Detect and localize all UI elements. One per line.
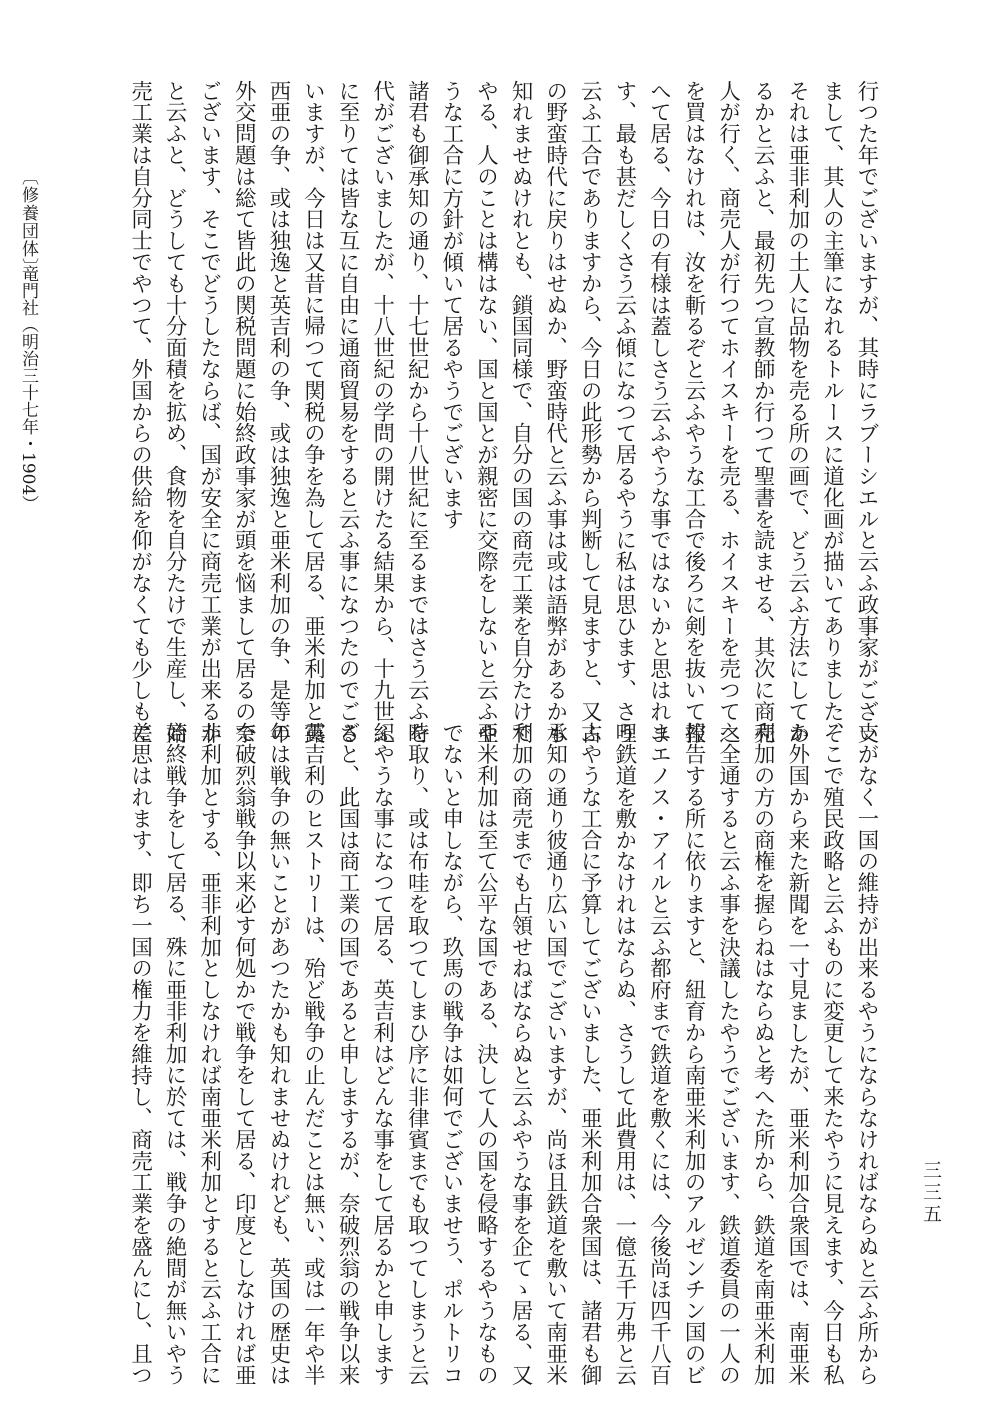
text-line: ユエノス・アイルと云ふ都府まで鉄道を敷くには、今後尚ほ四千八百: [646, 722, 672, 1386]
text-line: 知れませぬけれとも、鎖国同様で、自分の国の商売工業を自分たけで: [508, 80, 534, 744]
footer-series: 〔修養団体〕: [18, 168, 38, 276]
text-line: 利加の商売までも占領せねばならぬと云ふやうな事を企てゝ居る、又: [508, 722, 534, 1386]
upper-text-block: [122, 80, 883, 744]
text-line: 行つた年でございますが、其時にラブーシエルと云ふ政事家がござい: [854, 80, 879, 744]
text-line: 利加の方の商権を握らねはならぬと考へた所から、鉄道を南亜米利加: [750, 722, 776, 1386]
text-line: 売工業は自分同士でやつて、外国からの供給を仰がなくても少しも差: [127, 80, 153, 744]
lower-text-block: [122, 722, 883, 1386]
text-line: す、最も甚だしくさう云ふ傾になつて居るやうに私は思ひます、さう: [611, 80, 637, 744]
text-line: やる、人のことは構はない、国と国とが親密に交際をしないと云ふや: [473, 80, 499, 744]
text-line: 奈破烈翁戦争以来必す何処かで戦争をして居る、印度としなければ亜: [231, 722, 257, 1386]
text-line: 代がございましたが、十八世紀の学問の開けたる結果から、十九世紀: [369, 80, 395, 744]
text-line: そこで殖民政略と云ふものに変更して来たやうに見えます、今日も私: [819, 722, 845, 1386]
text-line: を取り、或は布哇を取つてしまひ序に非律賓までも取つてしまうと云: [404, 722, 430, 1386]
text-line: ふやうな工合に予算してございました、亜米利加合衆国は、諸君も御: [577, 722, 603, 1386]
text-line: ると、此国は商工業の国であると申しまするが、奈破烈翁の戦争以来: [335, 722, 361, 1386]
text-line: 英吉利のヒストリーは、殆ど戦争の止んだことは無い、或は一年や半: [300, 722, 326, 1386]
text-line: 諸君も御承知の通り、十七世紀から十八世紀に至るまではさう云ふ時: [404, 80, 430, 744]
text-line: 非利加とする、亜非利加としなければ南亜米利加とすると云ふ工合に: [196, 722, 222, 1386]
text-line: いますが、今日は又昔に帰つて関税の争を為して居る、亜米利加と露: [300, 80, 326, 744]
text-line: るかと云ふと、最初先つ宣教師か行つて聖書を読ませる、其次に商売: [750, 80, 776, 744]
text-line: 年は戦争の無いことがあつたかも知れませぬけれども、英国の歴史は: [265, 722, 291, 1386]
text-line: 云ふ工合でありますから、今日の此形勢から判断して見ますと、又古: [577, 80, 603, 744]
text-line: でないと申しながら、玖馬の戦争は如何でございませう、ポルトリコ: [438, 722, 464, 1386]
text-line: 哩鉄道を敷かなけれはならぬ、さうして此費用は、一億五千万弗と云: [611, 722, 637, 1386]
text-line: に思はれます、即ち一国の権力を維持し、商売工業を盛んにし、且つ: [127, 722, 153, 1386]
text-line: 始終戦争をして居る、殊に亜非利加に於ては、戦争の絶間が無いやう: [162, 722, 188, 1386]
text-line: 人が行く、商売人が行つてホイスキーを売る、ホイスキーを売つて之: [715, 80, 741, 744]
text-line: ございます、そこでどうしたならば、国が安全に商売工業が出来るか: [196, 80, 222, 744]
text-line: ふやうな事になつて居る、英吉利はどんな事をして居るかと申します: [369, 722, 395, 1386]
text-line: 承知の通り彼通り広い国でございますが、尚ほ且鉄道を敷いて南亜米: [542, 722, 568, 1386]
text-line: 西亜の争、或は独逸と英吉利の争、或は独逸と亜米利加の争、是等の: [265, 80, 291, 744]
text-line: と云ふと、どうしても十分面積を拡め、食物を自分たけで生産し、商: [162, 80, 188, 744]
footer-publisher: 竜門社（明治三十七年・1904）: [18, 265, 38, 513]
text-line: まして、其人の主筆になれるトルースに道化画が描いてありました、: [819, 80, 845, 744]
text-line: に至りては皆な互に自由に通商貿易をすると云ふ事になつたのでござ: [335, 80, 361, 744]
text-line: を買はなけれは、汝を斬るぞと云ふやうな工合で後ろに剣を抜いて控: [681, 80, 707, 744]
text-line: か外国から来た新聞を一寸見ましたが、亜米利加合衆国では、南亜米: [784, 722, 810, 1386]
text-line: うな工合に方針が傾いて居るやうでございます: [438, 80, 464, 530]
text-line: それは亜非利加の土人に品物を売る所の画で、どう云ふ方法にしてあ: [784, 80, 810, 744]
text-line: 亜米利加は至て公平な国である、決して人の国を侵略するやうなもの: [473, 722, 499, 1386]
text-line: の野蛮時代に戻りはせぬか、野蛮時代と云ふ事は或は語弊があるかも: [542, 80, 568, 744]
text-line: 外交問題は総て皆此の関税問題に始終政事家が頭を悩まして居るので: [231, 80, 257, 744]
text-line: へ全通すると云ふ事を決議したやうでございます、鉄道委員の一人の: [715, 722, 741, 1386]
page-number: 三三五: [920, 1160, 942, 1226]
text-line: 報告する所に依りますと、紐育から南亜米利加のアルゼンチン国のビ: [681, 722, 707, 1386]
text-line: 支がなく一国の維持が出来るやうにならなければならぬと云ふ所から: [854, 722, 879, 1386]
text-line: へて居る、今日の有様は蓋しさう云ふやうな事ではないかと思はれま: [646, 80, 672, 744]
